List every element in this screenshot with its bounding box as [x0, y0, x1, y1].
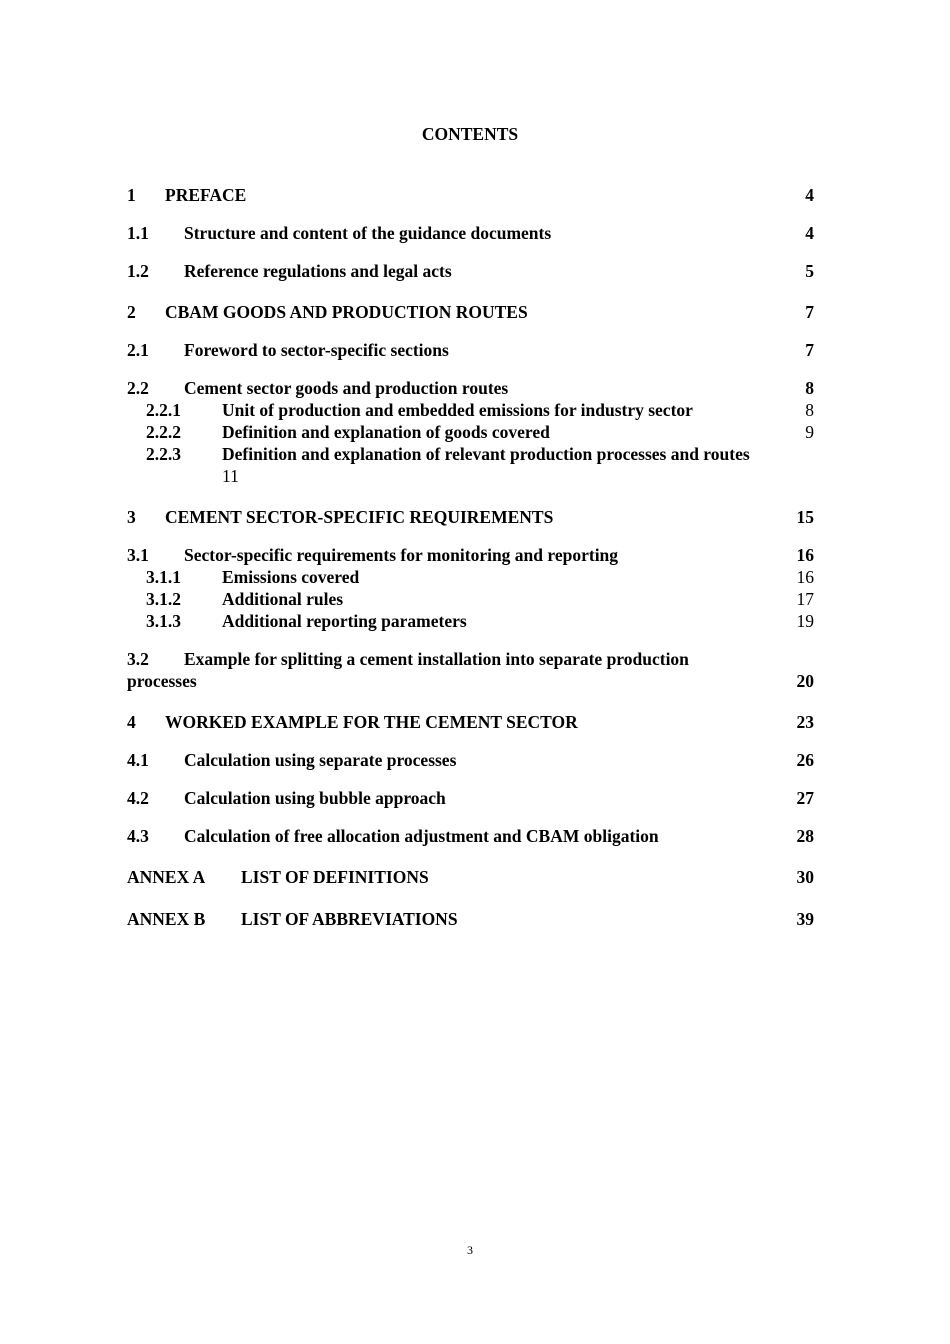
toc-entry-title: Reference regulations and legal acts	[184, 261, 452, 281]
toc-entry-number: 3.1	[127, 545, 149, 565]
toc-entry-page: 4	[805, 223, 814, 243]
toc-entry-title-continued: processes	[127, 671, 197, 691]
toc-entry-number: 1.1	[127, 223, 149, 243]
toc-entry-number: 1	[127, 185, 136, 205]
toc-entry-page: 26	[796, 750, 814, 770]
toc-entry-page: 19	[796, 611, 814, 631]
toc-entry-number: 2.2	[127, 378, 149, 398]
toc-entry-page: 28	[796, 826, 814, 846]
toc-entry-number: 4.2	[127, 788, 149, 808]
toc-entry-page: 5	[805, 261, 814, 281]
toc-entry-number: 4.1	[127, 750, 149, 770]
toc-entry-page: 16	[796, 567, 814, 587]
toc-entry-number: ANNEX B	[127, 909, 206, 929]
toc-entry-page: 27	[796, 788, 814, 808]
toc-entry-page: 8	[805, 400, 814, 420]
toc-entry-number: 2.2.3	[146, 444, 181, 464]
toc-entry-page: 9	[805, 422, 814, 442]
toc-entry-title: Cement sector goods and production routes	[184, 378, 509, 398]
toc-entry-number: 2.2.2	[146, 422, 181, 442]
toc-entry-title: Additional reporting parameters	[222, 611, 467, 631]
toc-entry-page: 8	[805, 378, 814, 398]
toc-entry-title: LIST OF ABBREVIATIONS	[241, 909, 458, 929]
toc-entry-title: Calculation using separate processes	[184, 750, 457, 770]
toc-entry-number: 3	[127, 507, 136, 527]
toc-entry-page: 15	[796, 507, 814, 527]
toc-entry-page: 20	[796, 671, 814, 691]
toc-entry-page: 7	[805, 302, 814, 322]
toc-entry-number: ANNEX A	[127, 867, 206, 887]
toc-entry-title: PREFACE	[165, 185, 247, 205]
toc-entry-page: 30	[796, 867, 814, 887]
toc-entry-title: Sector-specific requirements for monitoring and reporting	[184, 545, 619, 565]
toc-entry-title: Calculation using bubble approach	[184, 788, 446, 808]
toc-entry-number: 2	[127, 302, 136, 322]
toc-entry-title: Definition and explanation of goods covered	[222, 422, 550, 442]
toc-entry-title: Structure and content of the guidance documents	[184, 223, 552, 243]
toc-entry-number: 3.1.3	[146, 611, 181, 631]
page-number: 3	[467, 1243, 473, 1257]
toc-entry-title: CBAM GOODS AND PRODUCTION ROUTES	[165, 302, 528, 322]
toc-entry-number: 3.2	[127, 649, 149, 669]
toc-entry-page: 16	[796, 545, 814, 565]
toc-entry-title: Additional rules	[222, 589, 344, 609]
toc-entry-page: 23	[796, 712, 814, 732]
toc-entry-number: 2.2.1	[146, 400, 181, 420]
toc-entry-title: Definition and explanation of relevant production processes and routes	[222, 444, 750, 464]
toc-entry-page: 7	[805, 340, 814, 360]
toc-entry-title: WORKED EXAMPLE FOR THE CEMENT SECTOR	[165, 712, 578, 732]
toc-entry-page: 17	[796, 589, 814, 609]
toc-entry-title: CEMENT SECTOR-SPECIFIC REQUIREMENTS	[165, 507, 554, 527]
toc-entry-number: 4	[127, 712, 136, 732]
toc-entry-title: Calculation of free allocation adjustment and CBAM obligation	[184, 826, 659, 846]
toc-entry-title: Foreword to sector-specific sections	[184, 340, 449, 360]
toc-entry-page: 4	[805, 185, 814, 205]
toc-entry-number: 4.3	[127, 826, 149, 846]
toc-entry-title: LIST OF DEFINITIONS	[241, 867, 429, 887]
toc-entry-page: 11	[222, 466, 239, 486]
page-title: CONTENTS	[421, 124, 519, 144]
toc-entry-number: 1.2	[127, 261, 149, 281]
toc-entry-page: 39	[796, 909, 814, 929]
toc-entry-number: 3.1.1	[146, 567, 181, 587]
toc-entry-number: 2.1	[127, 340, 149, 360]
toc-entry-number: 3.1.2	[146, 589, 181, 609]
toc-entry-title: Example for splitting a cement installation into separate production	[184, 649, 689, 669]
toc-entry-title: Emissions covered	[222, 567, 360, 587]
toc-entry-title: Unit of production and embedded emissions for industry sector	[222, 400, 693, 420]
